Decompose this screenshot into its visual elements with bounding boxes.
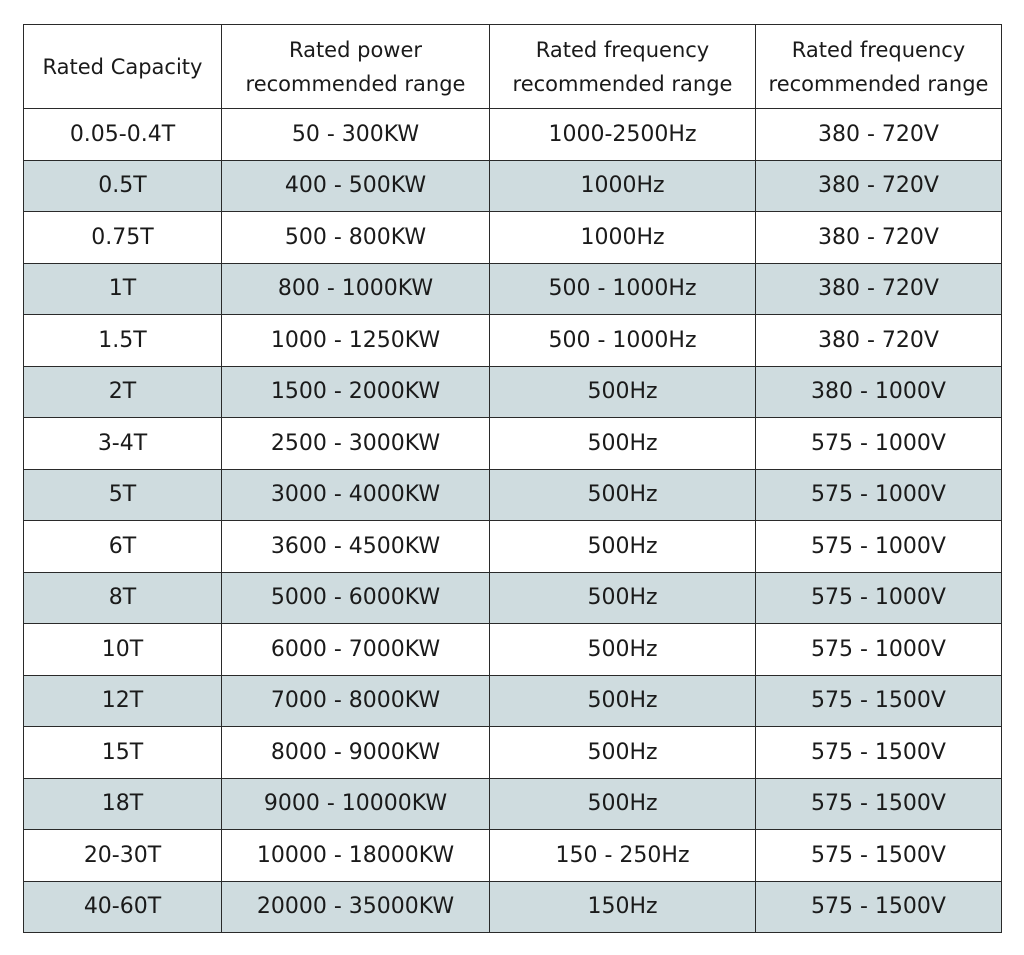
header-text: recommended range: [245, 71, 466, 96]
cell-capacity: 0.5T: [24, 160, 222, 212]
cell-voltage: 575 - 1000V: [756, 572, 1002, 624]
header-rated-voltage: [756, 25, 1002, 109]
cell-capacity: 20-30T: [24, 830, 222, 882]
cell-voltage: 575 - 1000V: [756, 469, 1002, 521]
cell-voltage: 575 - 1500V: [756, 881, 1002, 933]
cell-frequency: 150 - 250Hz: [490, 830, 756, 882]
cell-capacity: 15T: [24, 727, 222, 779]
cell-capacity: 1T: [24, 263, 222, 315]
cell-capacity: 10T: [24, 624, 222, 676]
cell-power: 10000 - 18000KW: [222, 830, 490, 882]
cell-voltage: 575 - 1000V: [756, 418, 1002, 470]
cell-voltage: 380 - 1000V: [756, 366, 1002, 418]
cell-power: 5000 - 6000KW: [222, 572, 490, 624]
cell-power: 2500 - 3000KW: [222, 418, 490, 470]
cell-power: 8000 - 9000KW: [222, 727, 490, 779]
table-row: [24, 263, 1002, 315]
header-rated-frequency: [490, 25, 756, 109]
table-row: [24, 418, 1002, 470]
table-row: [24, 675, 1002, 727]
cell-frequency: 1000Hz: [490, 212, 756, 264]
table-header: [24, 25, 1002, 109]
cell-voltage: 380 - 720V: [756, 263, 1002, 315]
table-row: [24, 727, 1002, 779]
cell-frequency: 500Hz: [490, 624, 756, 676]
table-row: [24, 521, 1002, 573]
cell-power: 1000 - 1250KW: [222, 315, 490, 367]
cell-power: 9000 - 10000KW: [222, 778, 490, 830]
cell-power: 6000 - 7000KW: [222, 624, 490, 676]
cell-frequency: 150Hz: [490, 881, 756, 933]
cell-capacity: 18T: [24, 778, 222, 830]
cell-frequency: 500Hz: [490, 778, 756, 830]
table-row: [24, 366, 1002, 418]
table-row: [24, 160, 1002, 212]
table-row: [24, 212, 1002, 264]
cell-power: 1500 - 2000KW: [222, 366, 490, 418]
cell-voltage: 575 - 1500V: [756, 727, 1002, 779]
cell-capacity: 3-4T: [24, 418, 222, 470]
table-row: [24, 315, 1002, 367]
cell-capacity: 40-60T: [24, 881, 222, 933]
table-row: [24, 109, 1002, 161]
cell-frequency: 1000Hz: [490, 160, 756, 212]
cell-capacity: 8T: [24, 572, 222, 624]
cell-power: 500 - 800KW: [222, 212, 490, 264]
cell-power: 7000 - 8000KW: [222, 675, 490, 727]
header-text: recommended range: [768, 71, 989, 96]
table-row: [24, 572, 1002, 624]
cell-voltage: 575 - 1000V: [756, 624, 1002, 676]
cell-voltage: 380 - 720V: [756, 160, 1002, 212]
cell-voltage: 575 - 1500V: [756, 778, 1002, 830]
cell-capacity: 1.5T: [24, 315, 222, 367]
table-row: [24, 881, 1002, 933]
cell-voltage: 575 - 1500V: [756, 675, 1002, 727]
cell-frequency: 500Hz: [490, 675, 756, 727]
cell-capacity: 2T: [24, 366, 222, 418]
cell-capacity: 0.75T: [24, 212, 222, 264]
table-row: [24, 469, 1002, 521]
spec-table: [23, 24, 1002, 933]
cell-power: 3600 - 4500KW: [222, 521, 490, 573]
header-text: recommended range: [512, 71, 733, 96]
cell-power: 50 - 300KW: [222, 109, 490, 161]
cell-frequency: 500 - 1000Hz: [490, 263, 756, 315]
header-text: Rated frequency: [535, 37, 710, 62]
header-row: [24, 25, 1002, 109]
cell-voltage: 380 - 720V: [756, 109, 1002, 161]
cell-capacity: 6T: [24, 521, 222, 573]
cell-capacity: 12T: [24, 675, 222, 727]
cell-capacity: 0.05-0.4T: [24, 109, 222, 161]
cell-frequency: 500Hz: [490, 521, 756, 573]
table-body: [24, 109, 1002, 933]
cell-power: 400 - 500KW: [222, 160, 490, 212]
header-text: Rated power: [288, 37, 423, 62]
cell-frequency: 500Hz: [490, 366, 756, 418]
cell-frequency: 500Hz: [490, 418, 756, 470]
cell-power: 800 - 1000KW: [222, 263, 490, 315]
header-text: Rated frequency: [791, 37, 966, 62]
header-text: Rated Capacity: [42, 54, 203, 79]
cell-frequency: 1000-2500Hz: [490, 109, 756, 161]
cell-voltage: 380 - 720V: [756, 212, 1002, 264]
cell-frequency: 500 - 1000Hz: [490, 315, 756, 367]
cell-power: 3000 - 4000KW: [222, 469, 490, 521]
cell-voltage: 575 - 1500V: [756, 830, 1002, 882]
header-rated-capacity: [24, 25, 222, 109]
cell-frequency: 500Hz: [490, 469, 756, 521]
cell-frequency: 500Hz: [490, 572, 756, 624]
cell-voltage: 380 - 720V: [756, 315, 1002, 367]
header-rated-power: [222, 25, 490, 109]
cell-voltage: 575 - 1000V: [756, 521, 1002, 573]
cell-capacity: 5T: [24, 469, 222, 521]
table-row: [24, 830, 1002, 882]
cell-power: 20000 - 35000KW: [222, 881, 490, 933]
table-row: [24, 778, 1002, 830]
table-row: [24, 624, 1002, 676]
cell-frequency: 500Hz: [490, 727, 756, 779]
